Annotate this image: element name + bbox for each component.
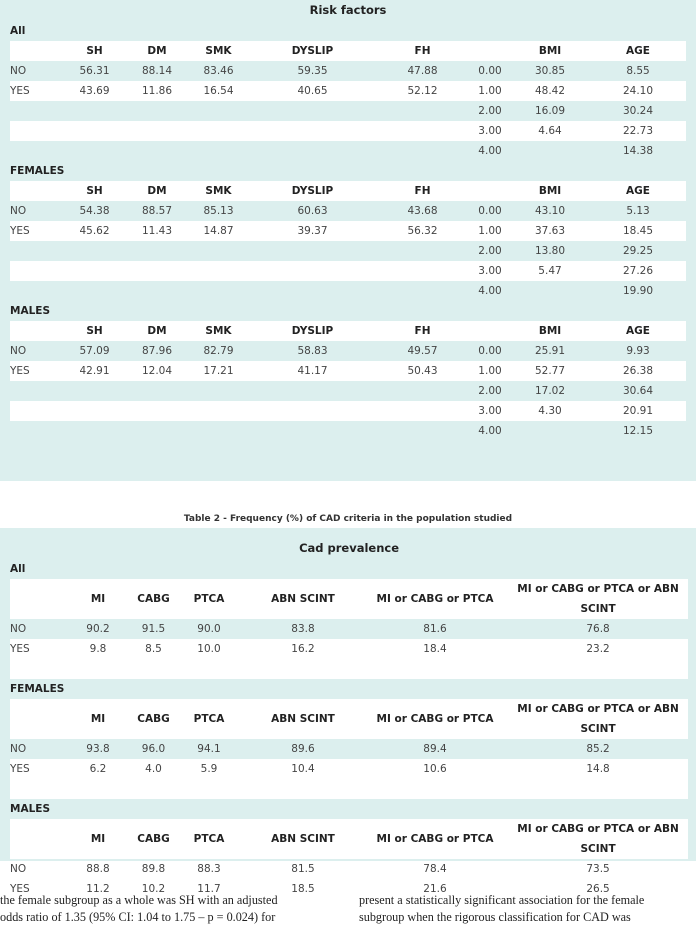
table-cell: [127, 281, 187, 301]
table-cell: 5.47: [510, 261, 590, 281]
column-header-row: [10, 819, 688, 859]
table-cell: [250, 401, 375, 421]
table-row: [10, 759, 688, 779]
table-cell: 30.85: [534, 65, 566, 77]
column-header: BMI: [510, 41, 590, 61]
table-row: [10, 121, 686, 141]
table-cell: 48.42: [510, 81, 590, 101]
spacer-row: [10, 779, 688, 799]
body-text-line: odds ratio of 1.35 (95% CI: 1.04 to 1.75 – p = 0.024) for: [0, 910, 276, 924]
table-cell: [250, 141, 375, 161]
table-cell: 23.2: [508, 639, 688, 659]
table-cell: 3.00: [470, 261, 510, 281]
column-header: CABG: [133, 579, 174, 619]
table-cell: 73.5: [586, 863, 610, 875]
row-label: [10, 401, 62, 421]
column-header: FH: [375, 321, 470, 341]
table-cell: 45.62: [62, 221, 127, 241]
table-cell: 9.93: [626, 345, 650, 357]
column-header: SH: [62, 321, 127, 341]
table-cell: [127, 241, 187, 261]
table-cell: [127, 401, 187, 421]
column-header-row: [10, 579, 688, 619]
table-cell: [62, 261, 127, 281]
group-label-row: [10, 799, 688, 819]
table-cell: 88.3: [197, 863, 221, 875]
risk-factors-table: [10, 0, 686, 441]
table-cell: [510, 421, 590, 441]
table-cell: 27.26: [590, 261, 686, 281]
column-header: [470, 181, 510, 201]
column-header: FH: [375, 181, 470, 201]
spacer-cell: [10, 659, 688, 679]
table-row: [10, 141, 686, 161]
table-cell: 57.09: [79, 345, 110, 357]
table-cell: [510, 281, 590, 301]
table-cell: [127, 101, 187, 121]
table-cell: [187, 401, 250, 421]
table-cell: 82.79: [203, 345, 234, 357]
table-cell: 90.0: [197, 623, 221, 635]
row-label: [10, 421, 62, 441]
table-cell: [250, 381, 375, 401]
table-cell: [187, 381, 250, 401]
row-label: YES: [10, 759, 63, 779]
table-cell: [375, 401, 470, 421]
table-cell: 11.43: [127, 221, 187, 241]
column-header: CABG: [133, 819, 174, 859]
table-cell: [250, 281, 375, 301]
table-cell: 78.4: [423, 863, 447, 875]
table-cell: 81.6: [423, 623, 447, 635]
table-cell: [62, 121, 127, 141]
table-cell: 94.1: [197, 743, 221, 755]
column-header: AGE: [590, 181, 686, 201]
body-text-right: [359, 892, 696, 926]
table-cell: 42.91: [62, 361, 127, 381]
table-cell: [375, 121, 470, 141]
table-cell: 52.12: [375, 81, 470, 101]
table-cell: 8.55: [626, 65, 650, 77]
table-row: [10, 61, 686, 81]
table-row: [10, 739, 688, 759]
table-cell: [127, 261, 187, 281]
table-cell: 4.30: [510, 401, 590, 421]
table-cell: 29.25: [622, 245, 654, 257]
table-cell: 76.8: [586, 623, 610, 635]
table-row: [10, 101, 686, 121]
table-cell: 88.14: [141, 65, 173, 77]
column-header: [10, 321, 62, 341]
table-cell: [250, 101, 375, 121]
table-cell: 30.24: [622, 105, 654, 117]
table-cell: 1.00: [470, 361, 510, 381]
table-cell: 22.73: [590, 121, 686, 141]
table-cell: 14.38: [622, 145, 654, 157]
table-cell: 60.63: [297, 205, 328, 217]
table-cell: 4.00: [478, 145, 502, 157]
table-cell: 83.8: [291, 623, 315, 635]
table-cell: 26.38: [590, 361, 686, 381]
table-cell: 39.37: [250, 221, 375, 241]
group-label-row: [10, 559, 688, 579]
table-row: [10, 201, 686, 221]
row-label: YES: [10, 221, 62, 241]
column-header: CABG: [133, 699, 174, 739]
table-cell: [375, 141, 470, 161]
column-header: AGE: [590, 41, 686, 61]
column-header: [470, 321, 510, 341]
group-label: All: [10, 563, 26, 575]
row-label: [10, 101, 62, 121]
column-header: DM: [127, 181, 187, 201]
table-cell: [62, 241, 127, 261]
column-header: [10, 181, 62, 201]
table-cell: 4.00: [478, 425, 502, 437]
table-cell: [187, 101, 250, 121]
table-cell: 11.86: [127, 81, 187, 101]
table-cell: 3.00: [470, 121, 510, 141]
row-label: NO: [10, 345, 27, 357]
column-header: DM: [127, 321, 187, 341]
group-label: All: [10, 25, 26, 37]
table-cell: 37.63: [510, 221, 590, 241]
table-row: [10, 81, 686, 101]
column-header-row: [10, 321, 686, 341]
column-header: BMI: [510, 181, 590, 201]
table-cell: 12.04: [127, 361, 187, 381]
table-cell: 24.10: [590, 81, 686, 101]
table-cell: [62, 281, 127, 301]
table-cell: 12.15: [622, 425, 654, 437]
table-cell: [375, 281, 470, 301]
table-cell: 50.43: [375, 361, 470, 381]
table-cell: [127, 381, 187, 401]
table-cell: 8.5: [133, 639, 174, 659]
column-header: PTCA: [174, 579, 244, 619]
table-cell: [375, 261, 470, 281]
column-header: [470, 41, 510, 61]
table-cell: [250, 421, 375, 441]
table-cell: 52.77: [510, 361, 590, 381]
table-cell: [127, 121, 187, 141]
table-cell: 90.2: [86, 623, 110, 635]
group-label-row: [10, 21, 686, 41]
table-cell: [375, 241, 470, 261]
row-label: YES: [10, 81, 62, 101]
row-label: NO: [10, 863, 27, 875]
table-row: [10, 221, 686, 241]
table-cell: 49.57: [407, 345, 438, 357]
table-cell: 16.09: [534, 105, 566, 117]
table-cell: 89.8: [141, 863, 166, 875]
table-title-row: [10, 0, 686, 21]
column-header-row: [10, 699, 688, 739]
group-label-row: [10, 161, 686, 181]
column-header: [10, 41, 62, 61]
table-cell: 10.4: [244, 759, 362, 779]
column-header: BMI: [510, 321, 590, 341]
body-text-line: the female subgroup as a whole was SH with an adjusted: [0, 893, 278, 907]
table-cell: 88.8: [86, 863, 110, 875]
table-cell: 10.6: [362, 759, 508, 779]
row-label: YES: [10, 361, 62, 381]
column-header: SMK: [187, 321, 250, 341]
table-row: [10, 281, 686, 301]
table-cell: 85.13: [203, 205, 234, 217]
table-cell: 10.2: [133, 879, 174, 899]
column-header: DM: [127, 41, 187, 61]
column-header: AGE: [590, 321, 686, 341]
table-cell: 43.10: [534, 205, 566, 217]
group-label: FEMALES: [10, 683, 65, 695]
table-cell: 81.5: [291, 863, 315, 875]
table-cell: [187, 121, 250, 141]
table-cell: [127, 141, 187, 161]
table-cell: 4.64: [510, 121, 590, 141]
table-cell: [187, 141, 250, 161]
cad-prevalence-table-panel: [0, 528, 696, 895]
table-row: [10, 619, 688, 639]
table-cell: 43.69: [62, 81, 127, 101]
table-cell: 88.57: [141, 205, 173, 217]
spacer-row: [10, 659, 688, 679]
table-cell: 0.00: [478, 65, 502, 77]
row-label: [10, 381, 62, 401]
column-header: ABN SCINT: [244, 579, 362, 619]
column-header: SH: [62, 181, 127, 201]
group-label-row: [10, 679, 688, 699]
table-cell: 43.68: [407, 205, 438, 217]
column-header: DYSLIP: [250, 321, 375, 341]
table-row: [10, 381, 686, 401]
row-label: NO: [10, 205, 27, 217]
table-row: [10, 341, 686, 361]
column-header-row: [10, 181, 686, 201]
table-cell: [187, 241, 250, 261]
table-cell: 21.6: [362, 879, 508, 899]
table-cell: 41.17: [250, 361, 375, 381]
table-cell: 47.88: [407, 65, 438, 77]
table-cell: 91.5: [141, 623, 166, 635]
row-label: [10, 241, 62, 261]
column-header: MI or CABG or PTCA: [362, 699, 508, 739]
table-cell: 5.9: [174, 759, 244, 779]
column-header: ABN SCINT: [244, 819, 362, 859]
table-cell: 18.4: [362, 639, 508, 659]
column-header-row: [10, 41, 686, 61]
table-row: [10, 261, 686, 281]
table-cell: 30.64: [622, 385, 654, 397]
row-label: YES: [10, 639, 63, 659]
group-label: FEMALES: [10, 165, 65, 177]
table-cell: 89.4: [423, 743, 447, 755]
table-cell: [510, 141, 590, 161]
table-cell: [250, 121, 375, 141]
table-cell: 40.65: [250, 81, 375, 101]
table-cell: [127, 421, 187, 441]
table-cell: 9.8: [63, 639, 133, 659]
column-header: MI or CABG or PTCA or ABN SCINT: [508, 699, 688, 739]
table-row: [10, 421, 686, 441]
row-label: NO: [10, 623, 27, 635]
column-header: ABN SCINT: [244, 699, 362, 739]
column-header: [10, 579, 63, 619]
column-header: MI or CABG or PTCA or ABN SCINT: [508, 579, 688, 619]
table-cell: 2.00: [478, 105, 502, 117]
column-header: PTCA: [174, 819, 244, 859]
table-cell: 5.13: [626, 205, 650, 217]
table-cell: 16.2: [244, 639, 362, 659]
table-cell: 14.8: [508, 759, 688, 779]
table-cell: [62, 401, 127, 421]
table-cell: 3.00: [470, 401, 510, 421]
table-cell: 14.87: [187, 221, 250, 241]
table-cell: [62, 381, 127, 401]
table-cell: 56.32: [375, 221, 470, 241]
table-cell: 56.31: [79, 65, 110, 77]
table-cell: 18.5: [244, 879, 362, 899]
table-cell: [187, 421, 250, 441]
column-header: PTCA: [174, 699, 244, 739]
table-cell: 2.00: [478, 245, 502, 257]
column-header: SH: [62, 41, 127, 61]
table-cell: 4.00: [478, 285, 502, 297]
row-label: [10, 121, 62, 141]
body-text-line: subgroup when the rigorous classification for CAD was: [359, 910, 631, 924]
row-label: [10, 281, 62, 301]
column-header: [10, 699, 63, 739]
table-cell: 20.91: [590, 401, 686, 421]
column-header: FH: [375, 41, 470, 61]
table-cell: 17.02: [534, 385, 566, 397]
table-cell: 13.80: [534, 245, 566, 257]
row-label: NO: [10, 743, 27, 755]
table-cell: [187, 281, 250, 301]
table-row: [10, 241, 686, 261]
group-label-row: [10, 301, 686, 321]
column-header: SMK: [187, 181, 250, 201]
table-cell: 0.00: [478, 345, 502, 357]
table-row: [10, 639, 688, 659]
table-cell: 11.7: [174, 879, 244, 899]
table-cell: [375, 101, 470, 121]
column-header: MI: [63, 819, 133, 859]
column-header: MI or CABG or PTCA: [362, 579, 508, 619]
group-label: MALES: [10, 305, 51, 317]
table-cell: [187, 261, 250, 281]
table-cell: 26.5: [508, 879, 688, 899]
table-cell: 2.00: [478, 385, 502, 397]
column-header: [10, 819, 63, 859]
table-row: [10, 361, 686, 381]
table-title: Cad prevalence: [299, 541, 400, 555]
table-cell: 6.2: [63, 759, 133, 779]
column-header: DYSLIP: [250, 181, 375, 201]
table-cell: 87.96: [141, 345, 173, 357]
table-cell: 85.2: [586, 743, 610, 755]
group-label: MALES: [10, 803, 51, 815]
table-cell: 58.83: [297, 345, 328, 357]
table-cell: 18.45: [590, 221, 686, 241]
table2-caption: Table 2 - Frequency (%) of CAD criteria in the population studied: [183, 514, 513, 524]
table-title: Risk factors: [309, 3, 387, 17]
column-header: SMK: [187, 41, 250, 61]
table-cell: 93.8: [86, 743, 110, 755]
row-label: [10, 141, 62, 161]
row-label: [10, 261, 62, 281]
table-row: [10, 859, 688, 879]
row-label: NO: [10, 65, 27, 77]
cad-prevalence-table: [10, 538, 688, 899]
table-cell: 25.91: [534, 345, 566, 357]
table-cell: 16.54: [187, 81, 250, 101]
column-header: MI or CABG or PTCA: [362, 819, 508, 859]
table-cell: 0.00: [478, 205, 502, 217]
table-cell: 59.35: [297, 65, 328, 77]
body-text-line: present a statistically significant association for the female: [359, 893, 645, 907]
table-cell: [375, 381, 470, 401]
column-header: MI: [63, 699, 133, 739]
table-cell: [62, 141, 127, 161]
table-cell: [62, 421, 127, 441]
table-cell: 54.38: [79, 205, 110, 217]
table-cell: 89.6: [291, 743, 315, 755]
table-cell: [62, 101, 127, 121]
table-cell: 4.0: [133, 759, 174, 779]
table-cell: [250, 261, 375, 281]
table-cell: 96.0: [141, 743, 166, 755]
table-title-row: [10, 538, 688, 559]
table-cell: [250, 241, 375, 261]
column-header: MI or CABG or PTCA or ABN SCINT: [508, 819, 688, 859]
table-cell: 1.00: [470, 81, 510, 101]
table-cell: 11.2: [63, 879, 133, 899]
table-cell: 17.21: [187, 361, 250, 381]
table-cell: 1.00: [470, 221, 510, 241]
table-cell: 19.90: [622, 285, 654, 297]
column-header: MI: [63, 579, 133, 619]
table-cell: 83.46: [203, 65, 234, 77]
column-header: DYSLIP: [250, 41, 375, 61]
table-cell: [375, 421, 470, 441]
body-text-left: [0, 892, 322, 926]
row-label: YES: [10, 879, 63, 899]
spacer-cell: [10, 779, 688, 799]
table-cell: 10.0: [174, 639, 244, 659]
table-row: [10, 401, 686, 421]
